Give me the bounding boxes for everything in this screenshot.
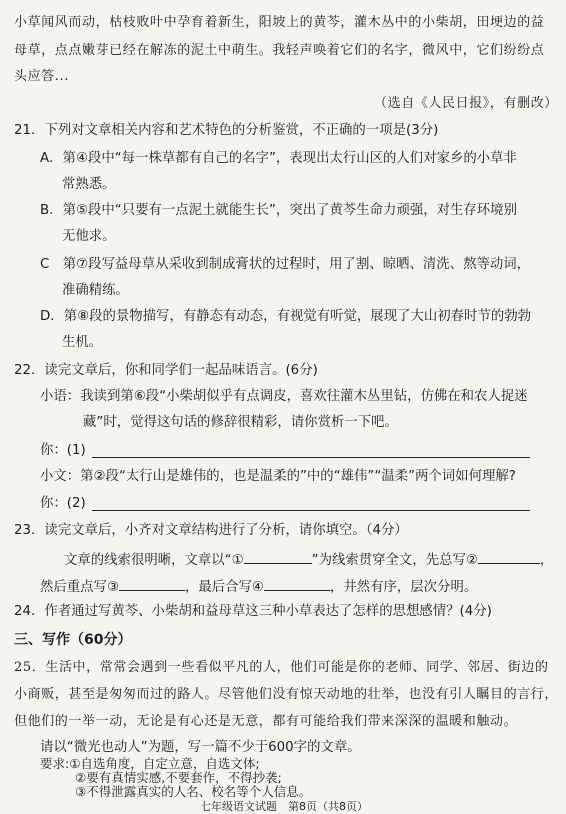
question-23-text-4: 然后重点写③ — [40, 580, 119, 595]
page-footer: 七年级语文试题 第8页（共8页） — [200, 800, 368, 813]
question-25-req-3: ③不得泄露真实的人名、校名等个人信息。 — [75, 784, 312, 799]
question-22-stem: 22．读完文章后，你和同学们一起品味语言。(6分) — [14, 363, 318, 378]
question-23-text-2: ”为线索贯穿全文，先总写② — [311, 553, 478, 568]
question-23-stem: 23．读完文章后，小齐对文章结构进行了分析，请你填空。（4分） — [14, 523, 408, 538]
question-21-option-b-line1: B．第⑤段中“只要有一点泥土就能生长”，突出了黄芩生命力顽强，对生存环境别 — [40, 203, 517, 218]
question-23-line1 — [64, 551, 553, 567]
passage-line-3: 头应答... — [14, 69, 69, 84]
question-25-para-line3: 但他们的一举一动，无论是有心还是无意，都有可能给我们带来深深的温暖和触动。 — [14, 714, 518, 729]
question-21-option-a-line1: A．第④段中“每一株草都有自己的名字”，表现出太行山区的人们对家乡的小草非 — [40, 151, 517, 166]
blank-1[interactable] — [244, 551, 312, 564]
question-22-answer-1-label: 你：(1) — [40, 443, 86, 458]
question-25-req-1: 要求:①自选角度，自定立意，自选文体; — [40, 756, 260, 771]
passage-line-1: 小草闻风而动，枯枝败叶中孕育着新生，阳坡上的黄芩，灌木丛中的小柴胡，田埂边的益 — [14, 15, 545, 30]
passage-line-2: 母草，点点嫩芽已经在解冻的泥土中萌生。我轻声唤着它们的名字，微风中，它们纷纷点 — [14, 43, 545, 58]
question-21-option-d-line1: D．第⑧段的景物描写，有静态有动态，有视觉有听觉，展现了大山初春时节的勃勃 — [40, 309, 531, 324]
question-22-answer-2-label: 你：(2) — [40, 496, 86, 511]
question-23-text-3: ， — [539, 553, 554, 568]
question-22-answer-1-line[interactable] — [92, 457, 530, 458]
question-25-para-line1: 25．生活中，常常会遇到一些看似平凡的人，他们可能是你的老师、同学、邻居、街边的 — [14, 660, 549, 675]
question-22-answer-2-line[interactable] — [92, 510, 530, 511]
question-24-stem: 24．作者通过写黄芩、小柴胡和益母草这三种小草表达了怎样的思想感情？(4分) — [14, 604, 492, 619]
section-3-title: 三、写作（60分） — [14, 632, 132, 648]
question-21-option-c-line2: 准确精练。 — [62, 283, 129, 298]
blank-3[interactable] — [119, 578, 185, 591]
question-21-option-a-line2: 常熟悉。 — [62, 177, 116, 192]
question-23-line2 — [40, 578, 477, 594]
blank-4[interactable] — [264, 578, 330, 591]
question-21-option-b-line2: 无他求。 — [62, 229, 116, 244]
question-23-text-6: ，井然有序，层次分明。 — [329, 580, 478, 595]
question-21-option-d-line2: 生机。 — [62, 335, 103, 350]
question-22-xiaowen: 小文：第②段“太行山是雄伟的，也是温柔的”中的“雄伟”“温柔”两个词如何理解? — [40, 469, 516, 484]
question-25-para-line2: 小商贩，甚至是匆匆而过的路人。尽管他们没有惊天动地的壮举，也没有引人瞩目的言行， — [14, 687, 559, 702]
question-21-stem: 21．下列对文章相关内容和艺术特色的分析鉴赏，不正确的一项是(3分) — [14, 123, 439, 138]
question-22-xiaoyu-line2: 藏”时，觉得这句话的修辞很精彩，请你赏析一下吧。 — [83, 415, 398, 430]
question-25-req-2: ②要有真情实感,不要套作，不得抄袭; — [75, 770, 282, 785]
question-23-text-5: ，最后合写④ — [184, 580, 264, 595]
question-22-xiaoyu-line1: 小语：我读到第⑥段“小柴胡似乎有点调皮，喜欢往灌木丛里钻，仿佛在和农人捉迷 — [40, 389, 528, 404]
blank-2[interactable] — [478, 551, 540, 564]
question-23-text-1: 文章的线索很明晰，文章以“① — [64, 553, 244, 568]
question-25-prompt: 请以“微光也动人”为题，写一篇不少于600字的文章。 — [40, 740, 361, 755]
passage-source: （选自《人民日报》，有删改） — [374, 96, 558, 111]
question-21-option-c-line1: C 第⑦段写益母草从采收到制成膏状的过程时，用了割、晾晒、清洗、熬等动词， — [40, 257, 531, 272]
